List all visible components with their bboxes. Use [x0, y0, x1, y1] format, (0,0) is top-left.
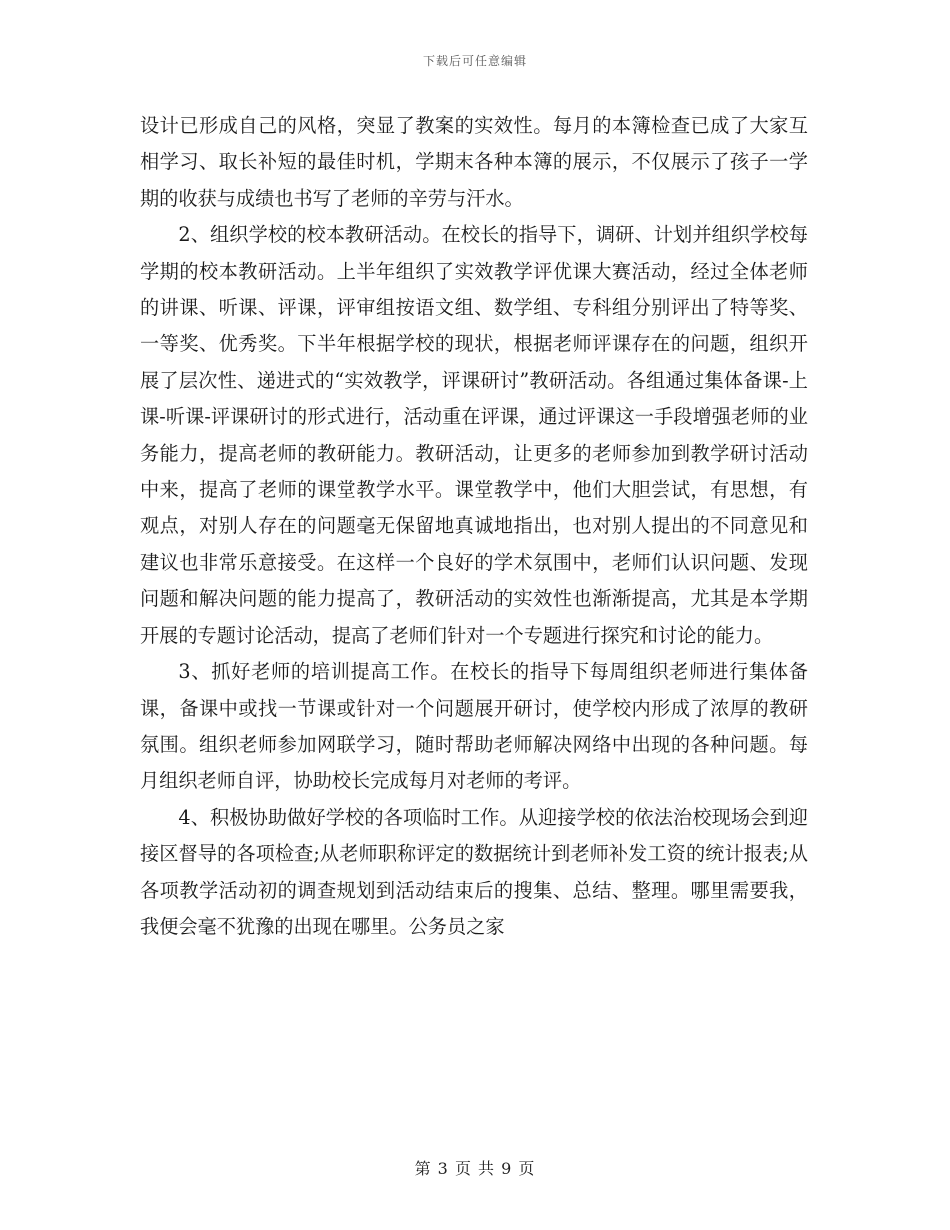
paragraph-item-3: 3、抓好老师的培训提高工作。在校长的指导下每周组织老师进行集体备课，备课中或找一节课或针对一个问题展开研讨，使学校内形成了浓厚的教研氛围。组织老师参加网联学习，随时帮助老师解决网络中出现的各种问题。每月组织老师自评，协助校长完成每月对老师的考评。 — [140, 660, 808, 793]
paragraph-continuation: 设计已形成自己的风格，突显了教案的实效性。每月的本簿检查已成了大家互相学习、取长补短的最佳时机，学期末各种本簿的展示，不仅展示了孩子一学期的收获与成绩也书写了老师的辛劳与汗水。 — [140, 114, 808, 210]
document-body — [140, 108, 808, 945]
page-number-footer: 第 3 页 共 9 页 — [414, 1159, 536, 1178]
paragraph-item-4: 4、积极协助做好学校的各项临时工作。从迎接学校的依法治校现场会到迎接区督导的各项检查;从老师职称评定的数据统计到老师补发工资的统计报表;从各项教学活动初的调查规划到活动结束后的搜集、总结、整理。哪里需要我，我便会毫不犹豫的出现在哪里。公务员之家 — [140, 805, 808, 938]
paragraph-item-2: 2、组织学校的校本教研活动。在校长的指导下，调研、计划并组织学校每学期的校本教研活动。上半年组织了实效教学评优课大赛活动，经过全体老师的讲课、听课、评课，评审组按语文组、数学组、专科组分别评出了特等奖、一等奖、优秀奖。下半年根据学校的现状，根据老师评课存在的问题，组织开展了层次性、递进式的“实效教学，评课研讨”教研活动。各组通过集体备课-上课-听课-评课研讨的形式进行，活动重在评课，通过评课这一手段增强老师的业务能力，提高老师的教研能力。教研活动，让更多的老师参加到教学研讨活动中来，提高了老师的课堂教学水平。课堂教学中，他们大胆尝试，有思想，有观点，对别人存在的问题毫无保留地真诚地指出，也对别人提出的不同意见和建议也非常乐意接受。在这样一个良好的学术氛围中，老师们认识问题、发现问题和解决问题的能力提高了，教研活动的实效性也渐渐提高，尤其是本学期开展的专题讨论活动，提高了老师们针对一个专题进行探究和讨论的能力。 — [140, 223, 808, 647]
page-header: 下载后可任意编辑 — [422, 54, 527, 68]
